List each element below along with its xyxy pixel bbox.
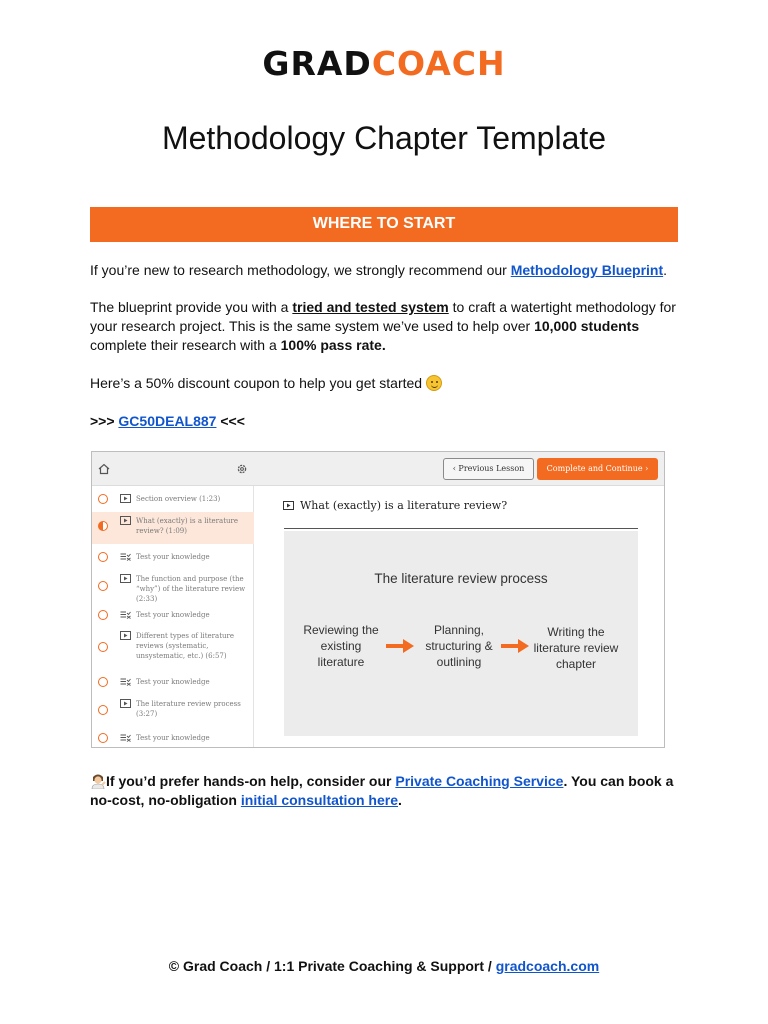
private-coaching-link[interactable]: Private Coaching Service [395, 773, 564, 789]
gear-icon[interactable] [236, 463, 248, 475]
step-writing: Writing the literature review chapter [533, 625, 619, 671]
lesson-label: What (exactly) is a literature review? (1:09) [136, 517, 239, 535]
course-topbar [92, 452, 665, 486]
lesson-item[interactable] [92, 546, 254, 568]
incomplete-circle-icon [98, 610, 108, 620]
arrow-right-icon [386, 638, 414, 654]
coaching-text-1: If you’d prefer hands-on help, consider our [106, 773, 396, 789]
blueprint-text-1: The blueprint provide you with a [90, 299, 293, 315]
discount-paragraph [90, 374, 680, 393]
incomplete-circle-icon [98, 642, 108, 652]
in-progress-circle-icon [98, 521, 108, 531]
lesson-label: Section overview (1:23) [136, 495, 221, 503]
logo-coach: COACH [371, 44, 506, 83]
title-divider [284, 528, 638, 529]
course-screenshot [91, 451, 665, 748]
intro-end: . [663, 262, 668, 278]
lesson-item[interactable] [92, 570, 254, 604]
gradcoach-logo [0, 44, 768, 83]
pass-rate: 100% pass rate. [280, 337, 386, 353]
lesson-label: Test your knowledge [136, 678, 210, 686]
incomplete-circle-icon [98, 552, 108, 562]
step-planning: Planning, structuring & outlining [425, 623, 493, 669]
lesson-item[interactable] [92, 728, 254, 748]
lesson-item[interactable] [92, 671, 254, 693]
lesson-item[interactable] [92, 488, 254, 510]
discount-text: Here’s a 50% discount coupon to help you get started [90, 375, 423, 391]
quiz-icon [120, 552, 131, 561]
quiz-icon [120, 677, 131, 686]
video-icon [120, 574, 131, 583]
lesson-label: Test your knowledge [136, 611, 210, 619]
page-footer [0, 958, 768, 974]
blueprint-text-2: to craft a watertight methodology for your research project. This is the same system we’ve used to help over [90, 299, 676, 334]
lesson-label: Different types of literature reviews (systematic, unsystematic, etc.) (6:57) [136, 632, 235, 660]
quiz-icon [120, 610, 131, 619]
coaching-text-3: . [398, 792, 402, 808]
arrow-right-icon [501, 638, 529, 654]
complete-continue-button[interactable]: Complete and Continue › [537, 458, 658, 480]
slightly-smiling-face-icon [426, 375, 442, 391]
video-icon [120, 494, 131, 503]
incomplete-circle-icon [98, 733, 108, 743]
coaching-text-2: . You can book a no-cost, no-obligation [90, 773, 674, 808]
intro-text: If you’re new to research methodology, we strongly recommend our [90, 262, 511, 278]
logo-grad: GRAD [262, 44, 372, 83]
tried-tested-text: tried and tested system [292, 299, 449, 315]
video-icon [283, 501, 294, 510]
lesson-sidebar [92, 486, 254, 748]
methodology-blueprint-link[interactable]: Methodology Blueprint [510, 262, 664, 278]
incomplete-circle-icon [98, 705, 108, 715]
lesson-item-active[interactable] [92, 512, 254, 544]
video-icon [120, 631, 131, 640]
video-icon [120, 516, 131, 525]
lesson-item[interactable] [92, 627, 254, 671]
lesson-item[interactable] [92, 604, 254, 626]
previous-lesson-button[interactable]: ‹ Previous Lesson [443, 458, 534, 480]
lesson-item[interactable] [92, 694, 254, 728]
quiz-icon [120, 733, 131, 742]
coupon-suffix: <<< [216, 413, 245, 429]
incomplete-circle-icon [98, 494, 108, 504]
coupon-code-link[interactable]: GC50DEAL887 [118, 413, 217, 429]
home-icon[interactable] [98, 463, 110, 475]
slide-title: The literature review process [374, 571, 548, 586]
lesson-label: The function and purpose (the “why”) of the literature review (2:33) [136, 575, 246, 603]
blueprint-paragraph [90, 298, 680, 355]
incomplete-circle-icon [98, 581, 108, 591]
section-banner: WHERE TO START [90, 207, 678, 242]
intro-paragraph [90, 261, 680, 280]
lesson-label: Test your knowledge [136, 553, 210, 561]
page-title: Methodology Chapter Template [161, 120, 607, 156]
gradcoach-site-link[interactable]: gradcoach.com [495, 958, 600, 974]
consultation-link[interactable]: initial consultation here [240, 792, 399, 808]
step-reviewing: Reviewing the existing literature [303, 623, 379, 669]
students-count: 10,000 students [534, 318, 640, 334]
footer-text: © Grad Coach / 1:1 Private Coaching & Support / [168, 958, 496, 974]
coaching-paragraph [90, 772, 680, 810]
incomplete-circle-icon [98, 677, 108, 687]
lesson-title: What (exactly) is a literature review? [300, 499, 508, 512]
person-tipping-hand-icon [90, 773, 106, 789]
lesson-label: Test your knowledge [136, 734, 210, 742]
coupon-prefix: >>> [90, 413, 119, 429]
video-icon [120, 699, 131, 708]
lesson-label: The literature review process (3:27) [136, 700, 241, 718]
blueprint-text-3: complete their research with a [90, 337, 281, 353]
coupon-line [90, 412, 680, 431]
lesson-slide [284, 531, 638, 736]
